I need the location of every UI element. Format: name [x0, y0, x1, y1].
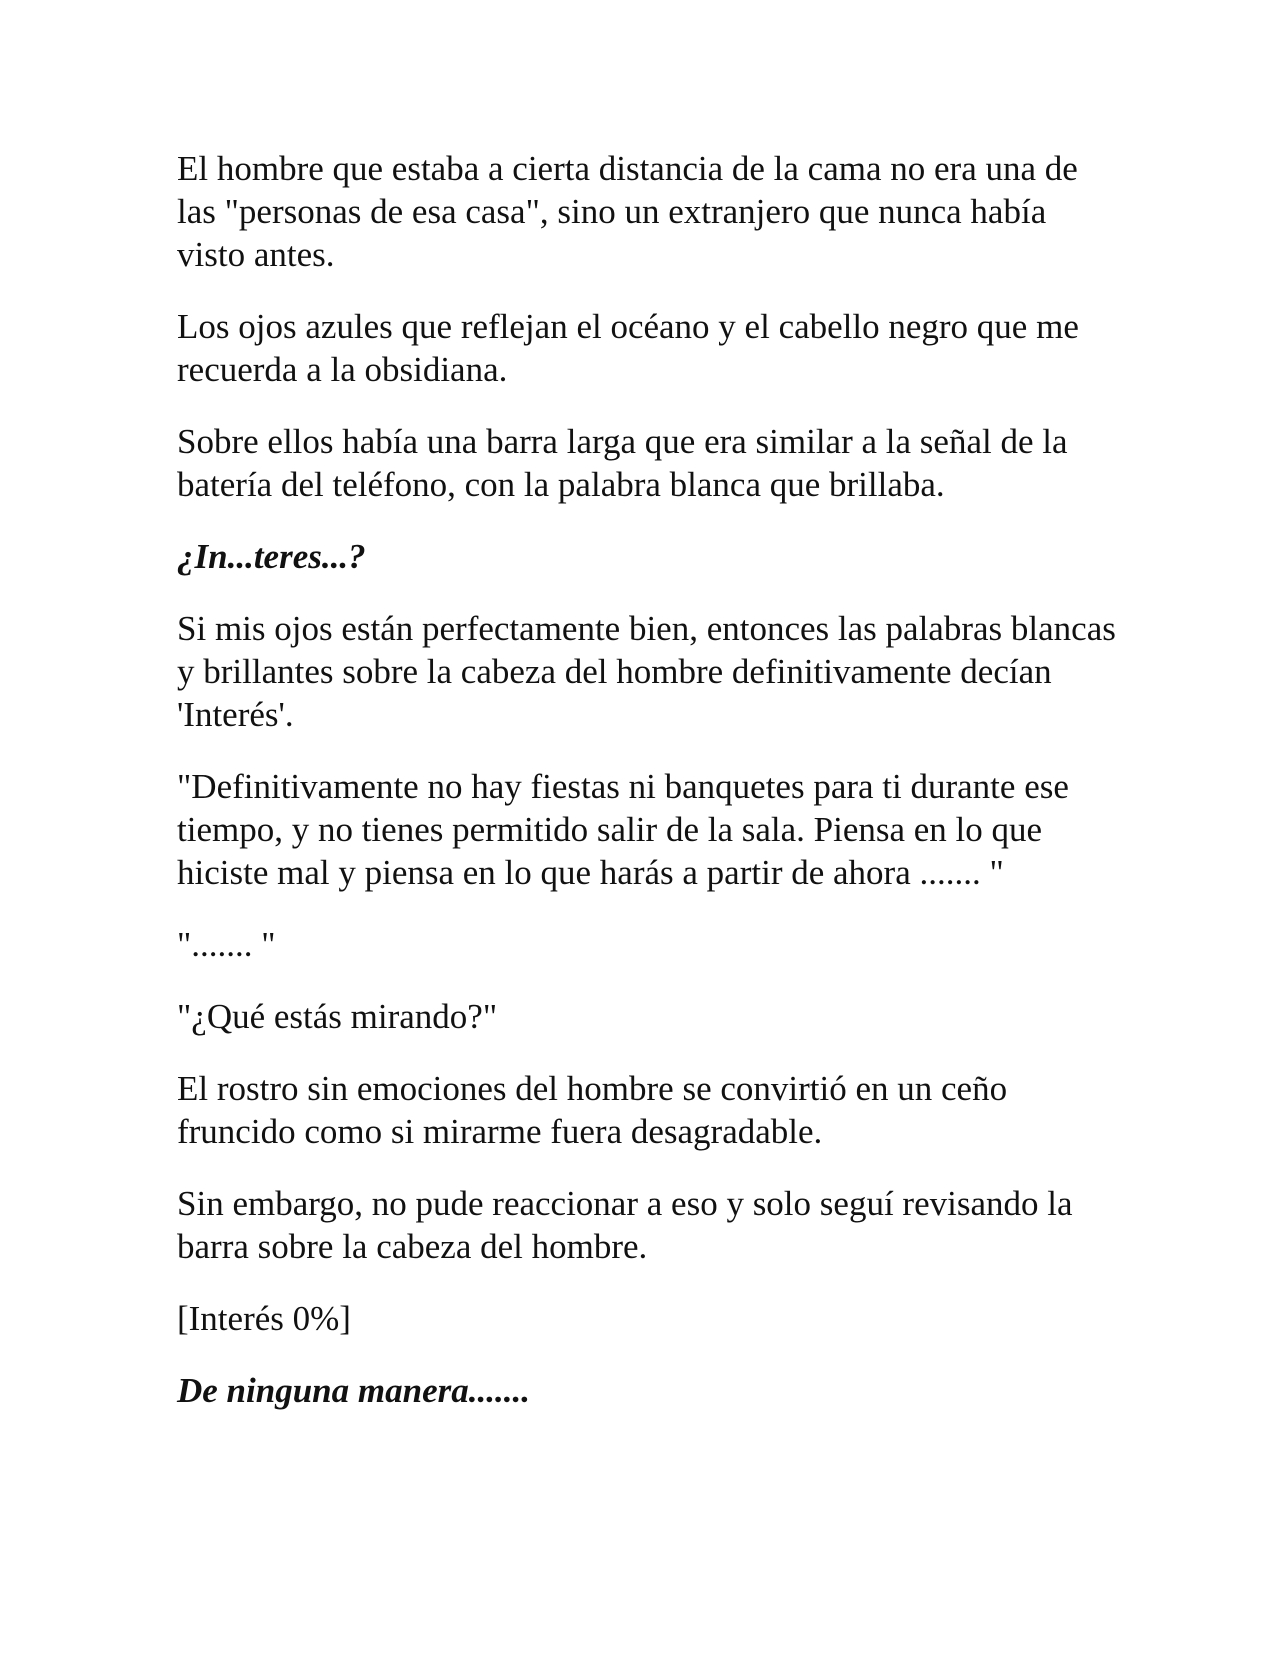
document-body: [177, 147, 1117, 1441]
paragraph-eyes-hair: Los ojos azules que reflejan el océano y el cabello negro que me recuerda a la obsidiana.: [177, 307, 1079, 389]
paragraph-checking-bar: Sin embargo, no pude reaccionar a eso y solo seguí revisando la barra sobre la cabeza del hombre.: [177, 1184, 1073, 1266]
paragraph-interes-thought: ¿In...teres...?: [177, 537, 366, 576]
paragraph-dialogue-question: "¿Qué estás mirando?": [177, 997, 498, 1036]
paragraph-bar: Sobre ellos había una barra larga que era similar a la señal de la batería del teléfono, con la palabra blanca que brillaba.: [177, 422, 1068, 504]
paragraph-interes-status: [Interés 0%]: [177, 1299, 351, 1338]
paragraph-frown: El rostro sin emociones del hombre se convirtió en un ceño fruncido como si mirarme fuera desagradable.: [177, 1069, 1008, 1151]
paragraph-stranger: El hombre que estaba a cierta distancia de la cama no era una de las "personas de esa casa", sino un extranjero que nunca había visto antes.: [177, 149, 1078, 274]
paragraph-dialogue-silence: "....... ": [177, 925, 276, 964]
paragraph-no-way: De ninguna manera.......: [177, 1371, 530, 1410]
paragraph-interes-words: Si mis ojos están perfectamente bien, entonces las palabras blancas y brillantes sobre la cabeza del hombre definitivamente decían 'Interés'.: [177, 609, 1116, 734]
paragraph-dialogue-punishment: "Definitivamente no hay fiestas ni banquetes para ti durante ese tiempo, y no tienes permitido salir de la sala. Piensa en lo que hiciste mal y piensa en lo que harás a partir de ahora ....... ": [177, 767, 1069, 892]
